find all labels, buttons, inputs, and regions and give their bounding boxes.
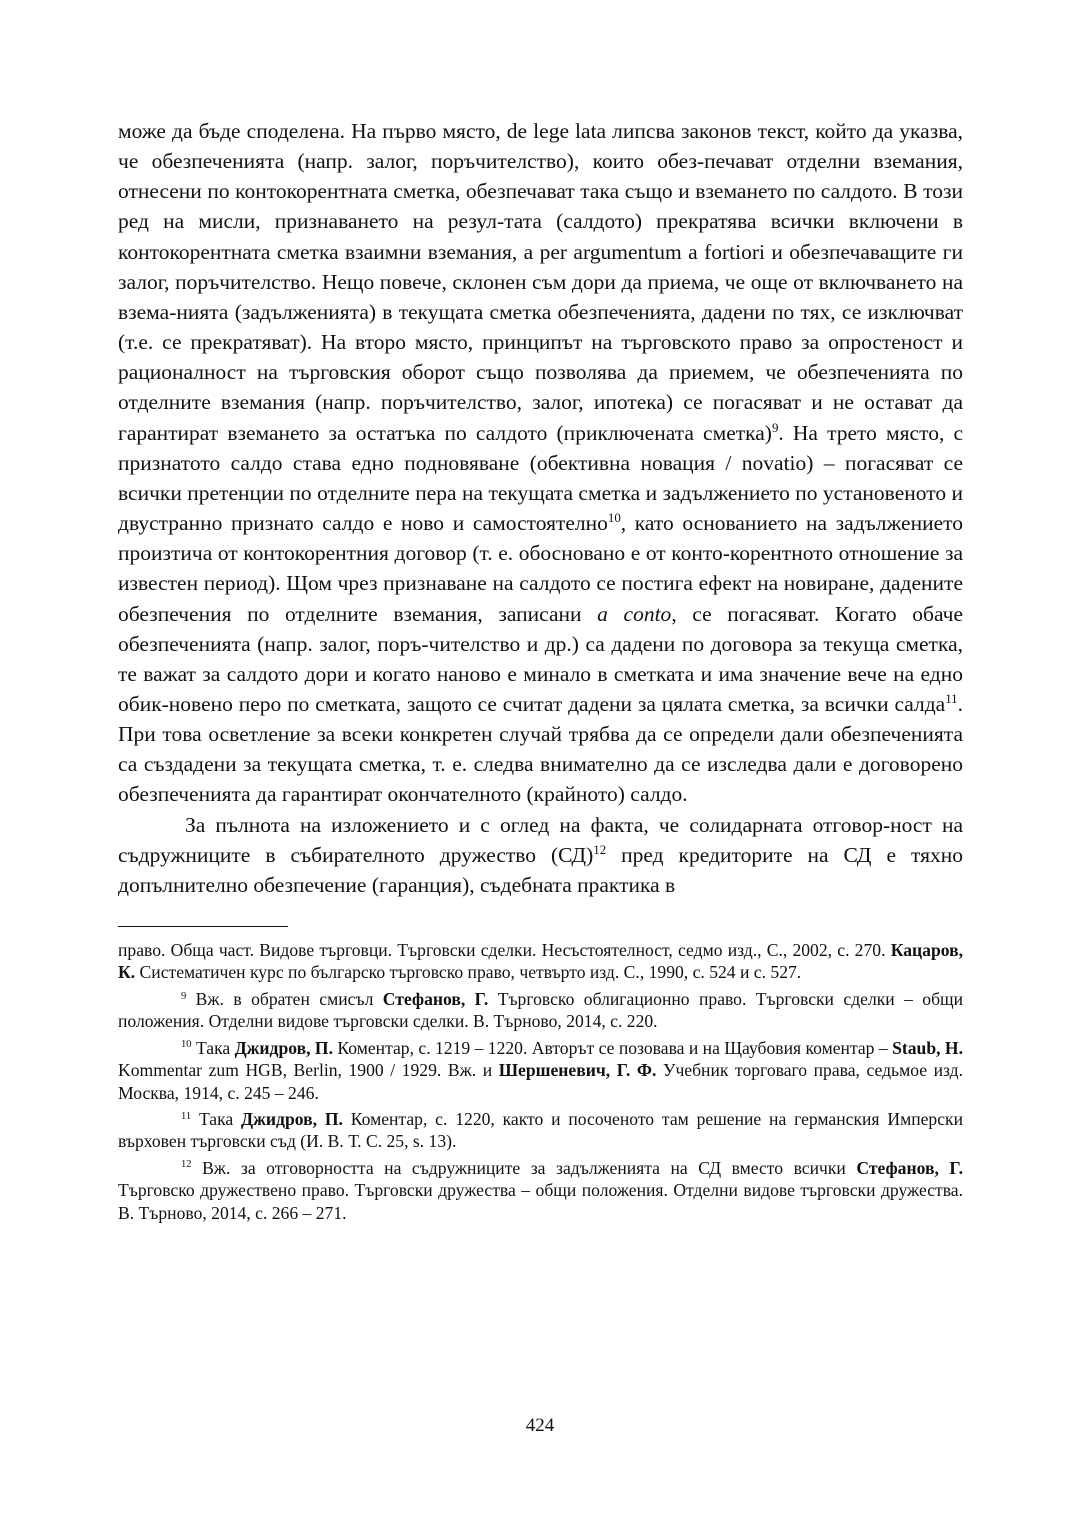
footnote-11: $^{11}$ Така Джидров, П. Коментар, с. 1220, както и посоченото там решение на германския Имперски върховен търговски съд (И. В. Т. С. 25, s. 13). — [118, 1108, 963, 1152]
paragraph: може да бъде споделена. На първо място, de lege lata липсва законов текст, който да указва, че обезпеченията (напр. залог, поръчителство), които обез-печават отделни вземания, отнесени по контокорентната сметка, обезпечават така също и вземането по салдото. В този ред на мисли, признаването на резул-тата (салдото) прекратява всички включени в контокорентната сметка взаимни вземания, а per argumentum a fortiori и обезпечаващите ги залог, поръчителство. Нещо повече, склонен съм дори да приема, че още от включването на взема-нията (задълженията) в текущата сметка обезпеченията, дадени по тях, се изключват (т.е. се прекратяват). На второ място, принципът на търговското право за опростеност и рационалност на търговския оборот също позволява да приемем, че обезпеченията по отделните вземания (напр. поръчителство, залог, ипотека) се погасяват и не остават да гарантират вземането за остатъка по салдото (приключената сметка)$^9$. На трето място, с признатото салдо става едно подновяване (обективна новация / novatio) – погасяват се всички претенции по отделните пера на текущата сметка и задължението по установеното и двустранно признато салдо е ново и самостоятелно$^{10}$, като основанието на задължението произтича от контокорентния договор (т. е. обосновано е от конто-корентното отношение за известен период). Щом чрез признаване на салдото се постига ефект на новиране, дадените обезпечения по отделните вземания, записани a conto, се погасяват. Когато обаче обезпеченията (напр. залог, поръ-чителство и др.) са дадени по договора за текуща сметка, те важат за салдото дори и когато наново е минало в сметката и има значение вече на едно обик-новено перо по сметката, защото се считат дадени за цялата сметка, за всички салда$^{11}$. При това осветление за всеки конкретен случай трябва да се определи дали обезпеченията са създадени за текущата сметка, т. е. следва внимателно да се изследва дали е договорено обезпеченията да гарантират окончателното (крайното) салдо. — [118, 119, 964, 807]
footnote-ref-11[interactable]: 11 — [945, 692, 958, 707]
footnotes — [118, 939, 963, 1224]
footnote-ref-9[interactable]: 9 — [771, 420, 779, 435]
main-text — [118, 116, 963, 900]
footnote-10: $^{10}$ Така Джидров, П. Коментар, с. 1219 – 1220. Авторът се позовава и на Щаубовия коментар – Staub, H. Kommentar zum HGB, Berlin, 1900 / 1929. Вж. и Шершеневич, Г. Ф. Учебник торговаго права, седьмое изд. Москва, 1914, с. 245 – 246. — [118, 1037, 963, 1103]
footnote-separator — [118, 926, 288, 927]
italic-term: a conto — [597, 601, 672, 626]
footnote-ref-10[interactable]: 10 — [607, 511, 621, 526]
page-number: 424 — [525, 1415, 555, 1436]
footnote-9: $^9$ Вж. в обратен смисъл Стефанов, Г. Търговско облигационно право. Търговски сделки – общи положения. Отделни видове търговски сделки. В. Търново, 2014, с. 220. — [118, 988, 964, 1032]
page-content — [118, 116, 963, 1228]
footnote-continuation: право. Обща част. Видове търговци. Търговски сделки. Несъстоятелност, седмо изд., С., 2002, с. 270. Кацаров, К. Систематичен курс по българско търговско право, четвърто изд. С., 1990, с. 524 и с. 527. — [118, 940, 963, 983]
footnote-12: $^{12}$ Вж. за отговорността на съдружниците за задълженията на СД вместо всички Стефанов, Г. Търговско дружествено право. Търговски дружества – общи положения. Отделни видове търговски дружества. В. Търново, 2014, с. 266 – 271. — [118, 1157, 963, 1223]
paragraph: За пълнота на изложението и с оглед на факта, че солидарната отговор-ност на съдружниците в събирателното дружество (СД)$^{12}$ пред кредиторите на СД е тяхно допълнително обезпечение (гаранция), съдебната практика в — [118, 812, 963, 897]
footnote-ref-12[interactable]: 12 — [593, 843, 607, 858]
